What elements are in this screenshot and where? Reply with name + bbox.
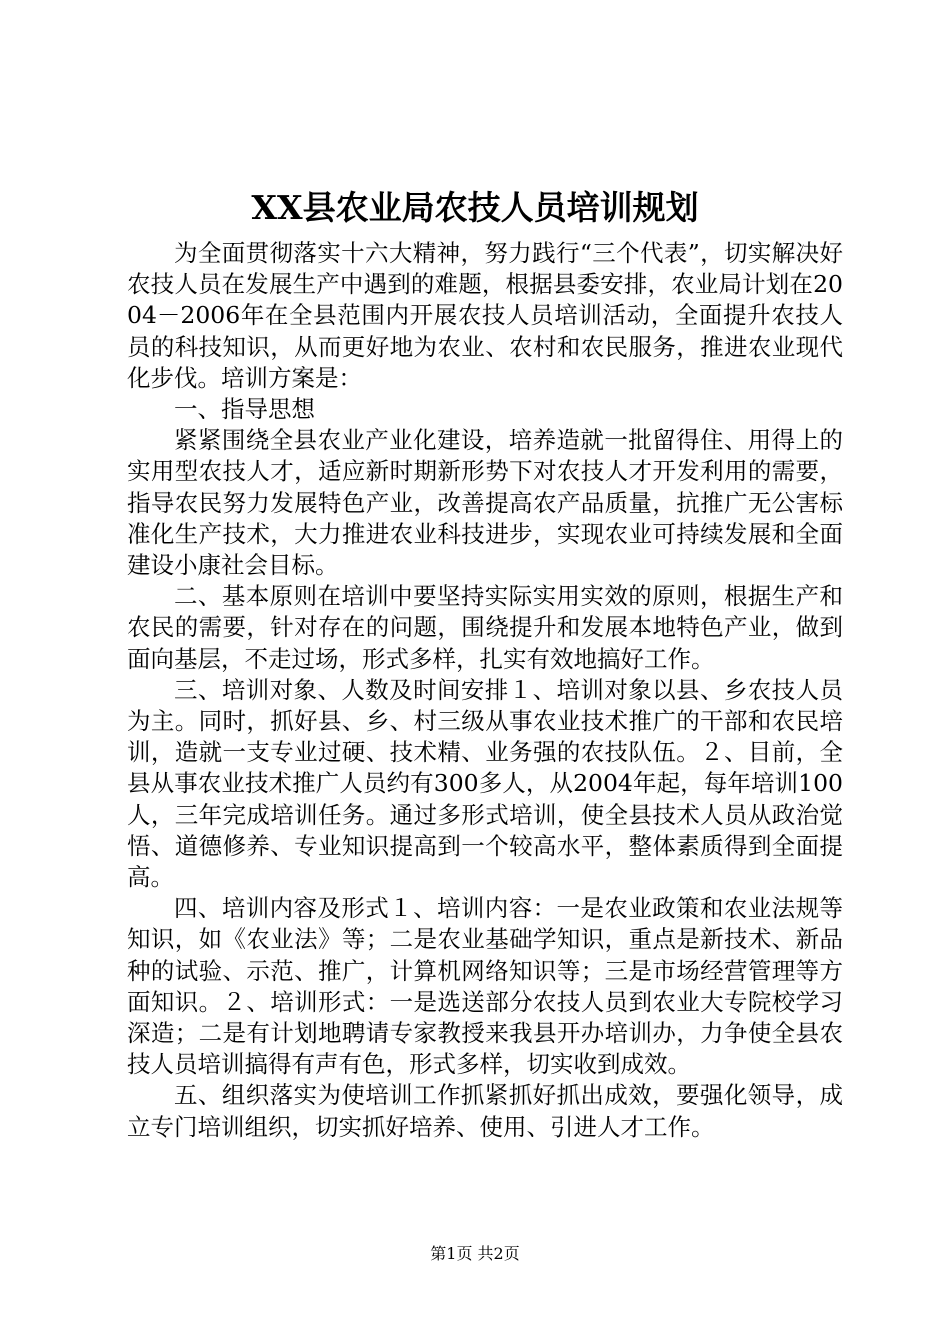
paragraph-basic-principles: 二、基本原则在培训中要坚持实际实用实效的原则，根据生产和农民的需要，针对存在的问题，围绕提升和发展本地特色产业，做到面向基层，不走过场，形式多样，扎实有效地搞好工作。 [127,582,843,673]
section-heading-guiding-ideology: 一、指导思想 [174,395,315,424]
paragraph-training-content: 四、培训内容及形式１、培训内容：一是农业政策和农业法规等知识，如《农业法》等；二是农业基础学知识，重点是新技术、新品种的试验、示范、推广，计算机网络知识等；三是市场经营管理等方面知识。２、培训形式：一是选送部分农技人员到农业大专院校学习深造；二是有计划地聘请专家教授来我县开办培训办，力争使全县农技人员培训搞得有声有色，形式多样，切实收到成效。 [127,894,843,1079]
paragraph-intro: 为全面贯彻落实十六大精神，努力践行“三个代表”，切实解决好农技人员在发展生产中遇到的难题，根据县委安排，农业局计划在2004－2006年在全县范围内开展农技人员培训活动，全面提升农技人员的科技知识，从而更好地为农业、农村和农民服务，推进农业现代化步伐。培训方案是： [127,239,843,392]
paragraph-guiding-ideology: 紧紧围绕全县农业产业化建设，培养造就一批留得住、用得上的实用型农技人才，适应新时期新形势下对农技人才开发利用的需要，指导农民努力发展特色产业，改善提高农产品质量，抗推广无公害标准化生产技术，大力推进农业科技进步，实现农业可持续发展和全面建设小康社会目标。 [127,426,843,580]
paragraph-organization: 五、组织落实为使培训工作抓紧抓好抓出成效，要强化领导，成立专门培训组织，切实抓好培养、使用、引进人才工作。 [127,1081,843,1141]
paragraph-training-targets: 三、培训对象、人数及时间安排１、培训对象以县、乡农技人员为主。同时，抓好县、乡、村三级从事农业技术推广的干部和农民培训，造就一支专业过硬、技术精、业务强的农技队伍。２、目前，全县从事农业技术推广人员约有300多人，从2004年起，每年培训100人，三年完成培训任务。通过多形式培训，使全县技术人员从政治觉悟、道德修养、专业知识提高到一个较高水平，整体素质得到全面提高。 [127,675,843,892]
page-number-footer: 第1页 共2页 [430,1244,520,1263]
document-body [127,238,843,1143]
document-title: XX县农业局农技人员培训规划 [251,188,699,227]
